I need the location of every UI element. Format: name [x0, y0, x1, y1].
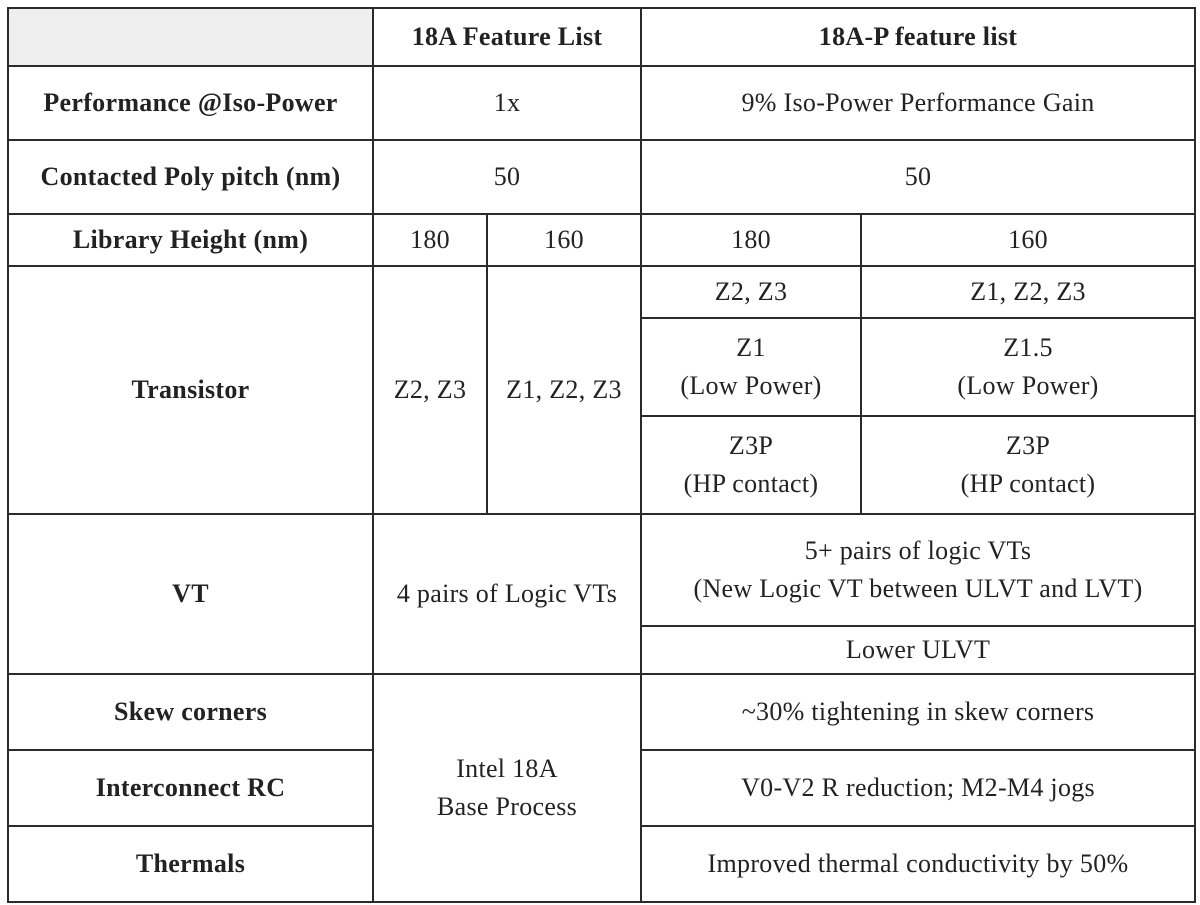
transistor-label: Transistor: [8, 266, 373, 514]
library-height-18a-180: 180: [373, 214, 487, 266]
transistor-18a-p-160-hp-line2: (HP contact): [960, 469, 1096, 498]
library-height-18a-160: 160: [487, 214, 641, 266]
base-process-line1: Intel 18A: [456, 754, 558, 783]
vt-18a-p-line1: 5+ pairs of logic VTs: [804, 536, 1032, 565]
transistor-18a-p-160-standard: Z1, Z2, Z3: [861, 266, 1195, 318]
library-height-row: [8, 214, 1195, 266]
feature-comparison-table: [7, 7, 1196, 903]
poly-pitch-label: Contacted Poly pitch (nm): [8, 140, 373, 214]
transistor-18a-p-180-hp-contact: [641, 416, 861, 514]
performance-18a-p-value: 9% Iso-Power Performance Gain: [641, 66, 1195, 140]
thermals-label: Thermals: [8, 826, 373, 902]
transistor-18a-p-180-low-power: [641, 318, 861, 416]
vt-18a-p-line2: (New Logic VT between ULVT and LVT): [693, 574, 1143, 603]
transistor-18a-p-160-low-power-line1: Z1.5: [1003, 333, 1053, 362]
vt-18a-value: 4 pairs of Logic VTs: [373, 514, 641, 674]
poly-pitch-18a-value: 50: [373, 140, 641, 214]
base-process-line2: Base Process: [436, 792, 578, 821]
skew-corners-label: Skew corners: [8, 674, 373, 750]
transistor-row-1: [8, 266, 1195, 318]
vt-row-1: [8, 514, 1195, 626]
library-height-18a-p-160: 160: [861, 214, 1195, 266]
base-process-cell: [373, 674, 641, 902]
poly-pitch-18a-p-value: 50: [641, 140, 1195, 214]
transistor-18a-p-160-low-power-line2: (Low Power): [957, 371, 1099, 400]
transistor-18a-p-180-hp-line1: Z3P: [728, 431, 774, 460]
interconnect-18a-p-value: V0-V2 R reduction; M2-M4 jogs: [641, 750, 1195, 826]
transistor-18a-p-160-hp-line1: Z3P: [1005, 431, 1051, 460]
skew-corners-row: [8, 674, 1195, 750]
transistor-18a-p-180-low-power-line1: Z1: [736, 333, 766, 362]
transistor-18a-p-180-standard: Z2, Z3: [641, 266, 861, 318]
transistor-18a-p-180-hp-line2: (HP contact): [683, 469, 819, 498]
header-row: [8, 8, 1195, 66]
interconnect-label: Interconnect RC: [8, 750, 373, 826]
transistor-18a-160: Z1, Z2, Z3: [487, 266, 641, 514]
skew-corners-18a-p-value: ~30% tightening in skew corners: [641, 674, 1195, 750]
performance-row: [8, 66, 1195, 140]
header-18a: 18A Feature List: [373, 8, 641, 66]
performance-label: Performance @Iso-Power: [8, 66, 373, 140]
library-height-18a-p-180: 180: [641, 214, 861, 266]
transistor-18a-p-160-low-power: [861, 318, 1195, 416]
thermals-18a-p-value: Improved thermal conductivity by 50%: [641, 826, 1195, 902]
transistor-18a-p-160-hp-contact: [861, 416, 1195, 514]
empty-corner-cell: [8, 8, 373, 66]
header-18a-p: 18A-P feature list: [641, 8, 1195, 66]
poly-pitch-row: [8, 140, 1195, 214]
performance-18a-value: 1x: [373, 66, 641, 140]
library-height-label: Library Height (nm): [8, 214, 373, 266]
transistor-18a-p-180-low-power-line2: (Low Power): [680, 371, 822, 400]
vt-18a-p-lower-ulvt: Lower ULVT: [641, 626, 1195, 674]
vt-18a-p-value: [641, 514, 1195, 626]
transistor-18a-180: Z2, Z3: [373, 266, 487, 514]
vt-label: VT: [8, 514, 373, 674]
